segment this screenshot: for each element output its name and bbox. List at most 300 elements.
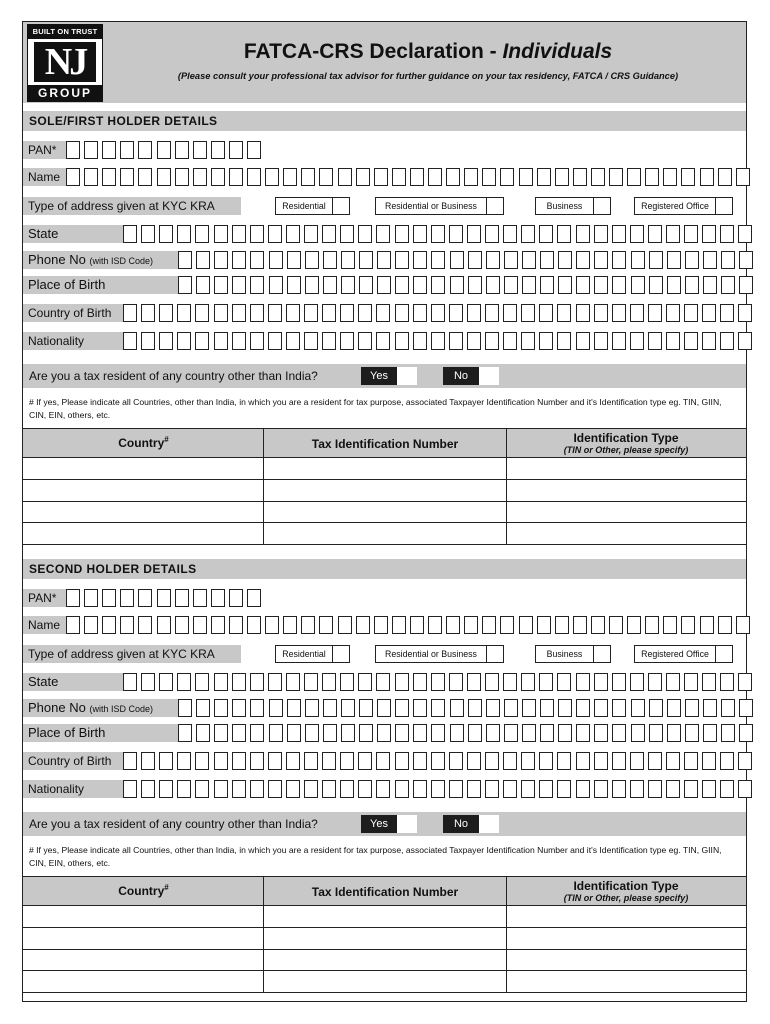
pan-input-box[interactable] — [84, 141, 98, 159]
name-input-box[interactable] — [392, 616, 406, 634]
place-of-birth-input-box[interactable] — [522, 724, 536, 742]
nationality-input-box[interactable] — [268, 332, 282, 350]
place-of-birth-input-box[interactable] — [667, 276, 681, 294]
nationality-input-box[interactable] — [702, 332, 716, 350]
name-input-box[interactable] — [356, 616, 370, 634]
state-input-box[interactable] — [503, 225, 517, 243]
phone-input-box[interactable] — [649, 251, 663, 269]
state-input-box[interactable] — [214, 673, 228, 691]
country-of-birth-input-box[interactable] — [232, 752, 246, 770]
name-input-box[interactable] — [537, 616, 551, 634]
phone-input-box[interactable] — [540, 699, 554, 717]
country-of-birth-input-box[interactable] — [702, 752, 716, 770]
state-input-box[interactable] — [304, 673, 318, 691]
place-of-birth-input-box[interactable] — [612, 276, 626, 294]
phone-input-box[interactable] — [486, 699, 500, 717]
country-of-birth-input-box[interactable] — [666, 752, 680, 770]
table-cell[interactable] — [23, 950, 263, 970]
country-of-birth-input-box[interactable] — [268, 752, 282, 770]
country-of-birth-input-box[interactable] — [449, 752, 463, 770]
state-input-box[interactable] — [521, 225, 535, 243]
table-cell[interactable] — [23, 928, 263, 949]
state-input-box[interactable] — [702, 225, 716, 243]
state-input-box[interactable] — [322, 673, 336, 691]
nationality-input-box[interactable] — [648, 780, 662, 798]
table-cell[interactable] — [507, 523, 746, 544]
country-of-birth-input-box[interactable] — [576, 752, 590, 770]
pan-input-box[interactable] — [138, 141, 152, 159]
phone-input-box[interactable] — [558, 251, 572, 269]
name-input-box[interactable] — [591, 616, 605, 634]
pan-input-box[interactable] — [138, 589, 152, 607]
phone-input-box[interactable] — [413, 699, 427, 717]
name-input-box[interactable] — [500, 168, 514, 186]
yes-checkbox[interactable] — [397, 815, 417, 833]
name-input-box[interactable] — [700, 168, 714, 186]
country-of-birth-input-box[interactable] — [232, 304, 246, 322]
phone-input-box[interactable] — [341, 251, 355, 269]
country-of-birth-input-box[interactable] — [141, 304, 155, 322]
country-of-birth-input-box[interactable] — [340, 304, 354, 322]
state-input-box[interactable] — [557, 225, 571, 243]
phone-input-box[interactable] — [359, 699, 373, 717]
nationality-input-box[interactable] — [720, 332, 734, 350]
phone-input-box[interactable] — [287, 251, 301, 269]
place-of-birth-input-box[interactable] — [341, 276, 355, 294]
table-cell[interactable] — [507, 950, 746, 970]
phone-input-box[interactable] — [739, 699, 753, 717]
table-cell[interactable] — [507, 502, 746, 522]
phone-input-box[interactable] — [196, 251, 210, 269]
table-cell[interactable] — [23, 971, 263, 992]
place-of-birth-input-box[interactable] — [323, 276, 337, 294]
table-cell[interactable] — [264, 458, 506, 479]
name-input-box[interactable] — [555, 168, 569, 186]
nationality-input-box[interactable] — [232, 332, 246, 350]
place-of-birth-input-box[interactable] — [341, 724, 355, 742]
country-of-birth-input-box[interactable] — [413, 752, 427, 770]
country-of-birth-input-box[interactable] — [521, 752, 535, 770]
name-input-box[interactable] — [265, 168, 279, 186]
phone-input-box[interactable] — [631, 699, 645, 717]
state-input-box[interactable] — [395, 225, 409, 243]
state-input-box[interactable] — [395, 673, 409, 691]
phone-input-box[interactable] — [431, 699, 445, 717]
country-of-birth-input-box[interactable] — [720, 752, 734, 770]
state-input-box[interactable] — [268, 673, 282, 691]
place-of-birth-input-box[interactable] — [377, 724, 391, 742]
pan-input-box[interactable] — [157, 141, 171, 159]
state-input-box[interactable] — [250, 673, 264, 691]
pan-input-box[interactable] — [247, 141, 261, 159]
name-input-box[interactable] — [519, 168, 533, 186]
nationality-input-box[interactable] — [576, 780, 590, 798]
nationality-input-box[interactable] — [738, 780, 752, 798]
phone-input-box[interactable] — [287, 699, 301, 717]
pan-input-box[interactable] — [84, 589, 98, 607]
country-of-birth-input-box[interactable] — [395, 304, 409, 322]
phone-input-box[interactable] — [721, 699, 735, 717]
place-of-birth-input-box[interactable] — [504, 724, 518, 742]
name-input-box[interactable] — [374, 616, 388, 634]
name-input-box[interactable] — [464, 168, 478, 186]
pan-input-box[interactable] — [211, 589, 225, 607]
state-input-box[interactable] — [612, 673, 626, 691]
pan-input-box[interactable] — [102, 141, 116, 159]
state-input-box[interactable] — [431, 673, 445, 691]
table-cell[interactable] — [264, 971, 506, 992]
nationality-input-box[interactable] — [576, 332, 590, 350]
pan-input-box[interactable] — [120, 141, 134, 159]
state-input-box[interactable] — [630, 225, 644, 243]
name-input-box[interactable] — [519, 616, 533, 634]
name-input-box[interactable] — [609, 168, 623, 186]
phone-input-box[interactable] — [522, 251, 536, 269]
place-of-birth-input-box[interactable] — [540, 276, 554, 294]
nationality-input-box[interactable] — [250, 780, 264, 798]
nationality-input-box[interactable] — [612, 780, 626, 798]
state-input-box[interactable] — [123, 673, 137, 691]
state-input-box[interactable] — [720, 225, 734, 243]
state-input-box[interactable] — [413, 673, 427, 691]
place-of-birth-input-box[interactable] — [196, 724, 210, 742]
country-of-birth-input-box[interactable] — [413, 304, 427, 322]
country-of-birth-input-box[interactable] — [286, 304, 300, 322]
place-of-birth-input-box[interactable] — [395, 724, 409, 742]
country-of-birth-input-box[interactable] — [159, 304, 173, 322]
name-input-box[interactable] — [718, 616, 732, 634]
phone-input-box[interactable] — [612, 251, 626, 269]
phone-input-box[interactable] — [178, 699, 192, 717]
table-cell[interactable] — [264, 523, 506, 544]
state-input-box[interactable] — [340, 225, 354, 243]
nationality-input-box[interactable] — [539, 780, 553, 798]
country-of-birth-input-box[interactable] — [539, 752, 553, 770]
phone-input-box[interactable] — [323, 699, 337, 717]
name-input-box[interactable] — [84, 168, 98, 186]
state-input-box[interactable] — [250, 225, 264, 243]
pan-input-box[interactable] — [175, 589, 189, 607]
place-of-birth-input-box[interactable] — [685, 276, 699, 294]
state-input-box[interactable] — [557, 673, 571, 691]
name-input-box[interactable] — [446, 168, 460, 186]
name-input-box[interactable] — [681, 616, 695, 634]
name-input-box[interactable] — [138, 616, 152, 634]
name-input-box[interactable] — [175, 616, 189, 634]
nationality-input-box[interactable] — [630, 780, 644, 798]
country-of-birth-input-box[interactable] — [648, 752, 662, 770]
phone-input-box[interactable] — [323, 251, 337, 269]
nationality-input-box[interactable] — [123, 332, 137, 350]
state-input-box[interactable] — [177, 673, 191, 691]
state-input-box[interactable] — [123, 225, 137, 243]
pan-input-box[interactable] — [193, 589, 207, 607]
state-input-box[interactable] — [720, 673, 734, 691]
state-input-box[interactable] — [467, 225, 481, 243]
place-of-birth-input-box[interactable] — [450, 724, 464, 742]
country-of-birth-input-box[interactable] — [557, 752, 571, 770]
place-of-birth-input-box[interactable] — [431, 276, 445, 294]
place-of-birth-input-box[interactable] — [739, 724, 753, 742]
state-input-box[interactable] — [413, 225, 427, 243]
country-of-birth-input-box[interactable] — [720, 304, 734, 322]
state-input-box[interactable] — [177, 225, 191, 243]
phone-input-box[interactable] — [667, 699, 681, 717]
phone-input-box[interactable] — [269, 251, 283, 269]
state-input-box[interactable] — [467, 673, 481, 691]
phone-input-box[interactable] — [703, 251, 717, 269]
name-input-box[interactable] — [392, 168, 406, 186]
table-cell[interactable] — [507, 480, 746, 501]
nationality-input-box[interactable] — [738, 332, 752, 350]
place-of-birth-input-box[interactable] — [395, 276, 409, 294]
state-input-box[interactable] — [738, 673, 752, 691]
country-of-birth-input-box[interactable] — [684, 752, 698, 770]
name-input-box[interactable] — [428, 616, 442, 634]
nationality-input-box[interactable] — [304, 332, 318, 350]
phone-input-box[interactable] — [468, 251, 482, 269]
phone-input-box[interactable] — [667, 251, 681, 269]
state-input-box[interactable] — [485, 673, 499, 691]
name-input-box[interactable] — [283, 168, 297, 186]
nationality-input-box[interactable] — [286, 780, 300, 798]
no-checkbox[interactable] — [479, 367, 499, 385]
table-cell[interactable] — [507, 928, 746, 949]
phone-input-box[interactable] — [250, 251, 264, 269]
phone-input-box[interactable] — [649, 699, 663, 717]
nationality-input-box[interactable] — [358, 332, 372, 350]
country-of-birth-input-box[interactable] — [738, 752, 752, 770]
state-input-box[interactable] — [539, 673, 553, 691]
state-input-box[interactable] — [232, 225, 246, 243]
place-of-birth-input-box[interactable] — [250, 276, 264, 294]
phone-input-box[interactable] — [486, 251, 500, 269]
country-of-birth-input-box[interactable] — [250, 304, 264, 322]
pan-input-box[interactable] — [102, 589, 116, 607]
state-input-box[interactable] — [702, 673, 716, 691]
name-input-box[interactable] — [319, 616, 333, 634]
place-of-birth-input-box[interactable] — [377, 276, 391, 294]
pan-input-box[interactable] — [247, 589, 261, 607]
table-cell[interactable] — [23, 480, 263, 501]
address-option-checkbox[interactable] — [486, 197, 504, 215]
place-of-birth-input-box[interactable] — [178, 276, 192, 294]
table-cell[interactable] — [264, 502, 506, 522]
name-input-box[interactable] — [229, 168, 243, 186]
address-option-checkbox[interactable] — [593, 645, 611, 663]
country-of-birth-input-box[interactable] — [141, 752, 155, 770]
nationality-input-box[interactable] — [214, 332, 228, 350]
state-input-box[interactable] — [576, 225, 590, 243]
phone-input-box[interactable] — [359, 251, 373, 269]
nationality-input-box[interactable] — [431, 332, 445, 350]
place-of-birth-input-box[interactable] — [631, 724, 645, 742]
name-input-box[interactable] — [428, 168, 442, 186]
state-input-box[interactable] — [141, 673, 155, 691]
place-of-birth-input-box[interactable] — [721, 276, 735, 294]
nationality-input-box[interactable] — [557, 780, 571, 798]
nationality-input-box[interactable] — [358, 780, 372, 798]
nationality-input-box[interactable] — [684, 332, 698, 350]
phone-input-box[interactable] — [232, 699, 246, 717]
place-of-birth-input-box[interactable] — [468, 276, 482, 294]
state-input-box[interactable] — [594, 673, 608, 691]
phone-input-box[interactable] — [196, 699, 210, 717]
nationality-input-box[interactable] — [413, 332, 427, 350]
name-input-box[interactable] — [591, 168, 605, 186]
phone-input-box[interactable] — [504, 251, 518, 269]
state-input-box[interactable] — [612, 225, 626, 243]
country-of-birth-input-box[interactable] — [431, 752, 445, 770]
name-input-box[interactable] — [736, 616, 750, 634]
country-of-birth-input-box[interactable] — [539, 304, 553, 322]
state-input-box[interactable] — [449, 225, 463, 243]
phone-input-box[interactable] — [178, 251, 192, 269]
nationality-input-box[interactable] — [195, 332, 209, 350]
state-input-box[interactable] — [684, 225, 698, 243]
name-input-box[interactable] — [338, 168, 352, 186]
country-of-birth-input-box[interactable] — [557, 304, 571, 322]
name-input-box[interactable] — [193, 616, 207, 634]
place-of-birth-input-box[interactable] — [287, 724, 301, 742]
country-of-birth-input-box[interactable] — [304, 752, 318, 770]
name-input-box[interactable] — [138, 168, 152, 186]
nationality-input-box[interactable] — [340, 780, 354, 798]
place-of-birth-input-box[interactable] — [250, 724, 264, 742]
phone-input-box[interactable] — [739, 251, 753, 269]
country-of-birth-input-box[interactable] — [449, 304, 463, 322]
state-input-box[interactable] — [521, 673, 535, 691]
state-input-box[interactable] — [376, 225, 390, 243]
name-input-box[interactable] — [283, 616, 297, 634]
name-input-box[interactable] — [464, 616, 478, 634]
phone-input-box[interactable] — [269, 699, 283, 717]
country-of-birth-input-box[interactable] — [666, 304, 680, 322]
name-input-box[interactable] — [356, 168, 370, 186]
country-of-birth-input-box[interactable] — [576, 304, 590, 322]
name-input-box[interactable] — [663, 168, 677, 186]
nationality-input-box[interactable] — [449, 332, 463, 350]
country-of-birth-input-box[interactable] — [521, 304, 535, 322]
pan-input-box[interactable] — [229, 141, 243, 159]
phone-input-box[interactable] — [431, 251, 445, 269]
nationality-input-box[interactable] — [485, 780, 499, 798]
place-of-birth-input-box[interactable] — [359, 724, 373, 742]
nationality-input-box[interactable] — [467, 780, 481, 798]
nationality-input-box[interactable] — [521, 780, 535, 798]
pan-input-box[interactable] — [66, 589, 80, 607]
state-input-box[interactable] — [195, 673, 209, 691]
nationality-input-box[interactable] — [340, 332, 354, 350]
pan-input-box[interactable] — [211, 141, 225, 159]
state-input-box[interactable] — [485, 225, 499, 243]
state-input-box[interactable] — [503, 673, 517, 691]
phone-input-box[interactable] — [576, 251, 590, 269]
place-of-birth-input-box[interactable] — [214, 724, 228, 742]
country-of-birth-input-box[interactable] — [177, 752, 191, 770]
name-input-box[interactable] — [410, 616, 424, 634]
country-of-birth-input-box[interactable] — [195, 304, 209, 322]
place-of-birth-input-box[interactable] — [576, 724, 590, 742]
nationality-input-box[interactable] — [431, 780, 445, 798]
country-of-birth-input-box[interactable] — [485, 752, 499, 770]
place-of-birth-input-box[interactable] — [594, 724, 608, 742]
country-of-birth-input-box[interactable] — [123, 752, 137, 770]
nationality-input-box[interactable] — [449, 780, 463, 798]
name-input-box[interactable] — [247, 168, 261, 186]
name-input-box[interactable] — [627, 616, 641, 634]
address-option-checkbox[interactable] — [486, 645, 504, 663]
place-of-birth-input-box[interactable] — [594, 276, 608, 294]
nationality-input-box[interactable] — [594, 780, 608, 798]
place-of-birth-input-box[interactable] — [612, 724, 626, 742]
state-input-box[interactable] — [340, 673, 354, 691]
place-of-birth-input-box[interactable] — [649, 724, 663, 742]
nationality-input-box[interactable] — [539, 332, 553, 350]
phone-input-box[interactable] — [594, 251, 608, 269]
state-input-box[interactable] — [648, 225, 662, 243]
name-input-box[interactable] — [301, 168, 315, 186]
state-input-box[interactable] — [648, 673, 662, 691]
country-of-birth-input-box[interactable] — [485, 304, 499, 322]
country-of-birth-input-box[interactable] — [503, 752, 517, 770]
nationality-input-box[interactable] — [630, 332, 644, 350]
phone-input-box[interactable] — [450, 251, 464, 269]
place-of-birth-input-box[interactable] — [703, 724, 717, 742]
name-input-box[interactable] — [211, 616, 225, 634]
country-of-birth-input-box[interactable] — [177, 304, 191, 322]
name-input-box[interactable] — [319, 168, 333, 186]
nationality-input-box[interactable] — [557, 332, 571, 350]
country-of-birth-input-box[interactable] — [195, 752, 209, 770]
country-of-birth-input-box[interactable] — [630, 304, 644, 322]
state-input-box[interactable] — [322, 225, 336, 243]
phone-input-box[interactable] — [450, 699, 464, 717]
state-input-box[interactable] — [159, 225, 173, 243]
table-cell[interactable] — [264, 906, 506, 927]
state-input-box[interactable] — [358, 225, 372, 243]
name-input-box[interactable] — [338, 616, 352, 634]
table-cell[interactable] — [507, 458, 746, 479]
address-option-checkbox[interactable] — [332, 197, 350, 215]
name-input-box[interactable] — [265, 616, 279, 634]
place-of-birth-input-box[interactable] — [558, 276, 572, 294]
phone-input-box[interactable] — [250, 699, 264, 717]
name-input-box[interactable] — [700, 616, 714, 634]
name-input-box[interactable] — [66, 168, 80, 186]
name-input-box[interactable] — [102, 616, 116, 634]
name-input-box[interactable] — [609, 616, 623, 634]
name-input-box[interactable] — [301, 616, 315, 634]
name-input-box[interactable] — [718, 168, 732, 186]
country-of-birth-input-box[interactable] — [322, 304, 336, 322]
country-of-birth-input-box[interactable] — [286, 752, 300, 770]
place-of-birth-input-box[interactable] — [413, 724, 427, 742]
table-cell[interactable] — [23, 906, 263, 927]
state-input-box[interactable] — [594, 225, 608, 243]
country-of-birth-input-box[interactable] — [630, 752, 644, 770]
phone-input-box[interactable] — [305, 251, 319, 269]
nationality-input-box[interactable] — [684, 780, 698, 798]
state-input-box[interactable] — [666, 225, 680, 243]
place-of-birth-input-box[interactable] — [540, 724, 554, 742]
name-input-box[interactable] — [211, 168, 225, 186]
country-of-birth-input-box[interactable] — [612, 304, 626, 322]
place-of-birth-input-box[interactable] — [450, 276, 464, 294]
country-of-birth-input-box[interactable] — [159, 752, 173, 770]
nationality-input-box[interactable] — [467, 332, 481, 350]
place-of-birth-input-box[interactable] — [721, 724, 735, 742]
